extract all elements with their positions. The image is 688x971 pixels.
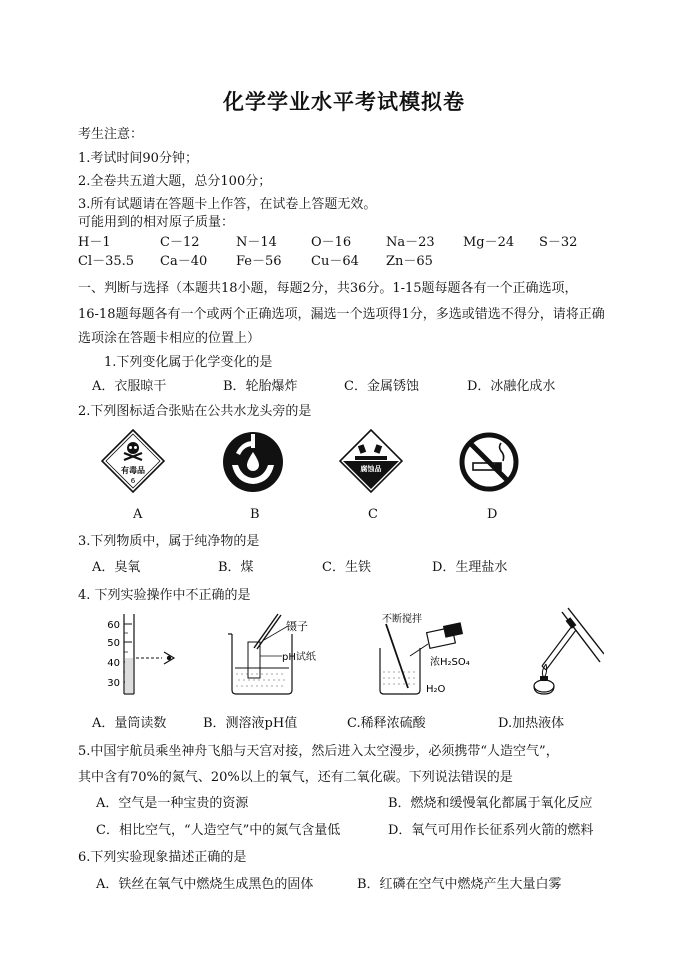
- atomic-mass: S－32: [539, 235, 578, 250]
- option: D.加热液体: [498, 716, 565, 731]
- heating-liquid-icon: [528, 606, 604, 696]
- no-smoking-icon: [459, 432, 519, 492]
- water-saving-icon: [222, 431, 284, 493]
- tick-label: 30: [107, 678, 120, 689]
- stir-label: 不断搅拌: [382, 614, 422, 625]
- option: A．量筒读数: [92, 716, 167, 731]
- page-title: 化学学业水平考试模拟卷: [223, 89, 465, 114]
- question-stem: 2.下列图标适合张贴在公共水龙头旁的是: [78, 404, 312, 419]
- option: B．红磷在空气中燃烧产生大量白雾: [357, 877, 562, 892]
- tweezers-label: 镊子: [286, 620, 308, 633]
- option: A．空气是一种宝贵的资源: [96, 796, 249, 811]
- water-label: H₂O: [426, 684, 446, 695]
- question-stem: 其中含有70%的氮气、20%以上的氧气，还有二氧化碳。下列说法错误的是: [78, 770, 513, 785]
- sign-c-text: 腐蚀品: [360, 465, 382, 473]
- section-heading: 16-18题每题各有一个或两个正确选项，漏选一个选项得1分，多选或错选不得分，请将正确: [78, 307, 605, 322]
- figure-label: A: [133, 507, 143, 522]
- option: B．测溶液pH值: [203, 716, 298, 731]
- acid-dilution-icon: [370, 610, 480, 696]
- option: B．煤: [218, 560, 254, 575]
- sign-a-number: 6: [130, 477, 136, 485]
- atomic-mass: Fe－56: [236, 254, 282, 269]
- tick-label: 40: [107, 658, 120, 669]
- atomic-mass: N－14: [236, 235, 277, 250]
- option: C．相比空气，“人造空气”中的氮气含量低: [96, 823, 341, 838]
- ph-paper-label: pH试纸: [282, 652, 316, 663]
- atomic-mass: Zn－65: [386, 254, 433, 269]
- notice-heading: 考生注意：: [78, 127, 144, 142]
- option: C.稀释浓硫酸: [347, 716, 426, 731]
- option: C．金属锈蚀: [344, 379, 419, 394]
- section-heading: 一、判断与选择（本题共18小题，每题2分，共36分。1-15题每题各有一个正确选项，: [78, 281, 578, 296]
- option: A．衣服晾干: [92, 379, 167, 394]
- figure-label: C: [368, 507, 378, 522]
- option: C．生铁: [322, 560, 371, 575]
- ph-test-icon: [224, 612, 324, 696]
- graduated-cylinder-icon: [100, 612, 180, 696]
- atomic-mass: Cu－64: [311, 254, 359, 269]
- question-stem: 6.下列实验现象描述正确的是: [78, 850, 247, 865]
- question-stem: 5.中国宇航员乘坐神舟飞船与天宫对接，然后进入太空漫步，必须携带“人造空气”，: [78, 744, 559, 759]
- section-heading: 选项涂在答题卡相应的位置上）: [78, 331, 261, 346]
- atomic-mass: C－12: [160, 235, 200, 250]
- atomic-heading: 可能用到的相对原子质量：: [78, 215, 235, 230]
- toxic-sign-icon: [101, 429, 165, 493]
- atomic-mass: Na－23: [386, 235, 435, 250]
- corrosive-sign-icon: [339, 429, 403, 493]
- acid-label: 浓H₂SO₄: [430, 657, 470, 668]
- tick-label: 50: [107, 638, 120, 649]
- question-stem: 3.下列物质中，属于纯净物的是: [78, 534, 260, 549]
- option: A．铁丝在氧气中燃烧生成黑色的固体: [96, 877, 314, 892]
- option: A．臭氧: [92, 560, 141, 575]
- atomic-mass: H－1: [78, 235, 111, 250]
- notice-item: 3.所有试题请在答题卡上作答，在试卷上答题无效。: [78, 197, 377, 212]
- atomic-mass: O－16: [311, 235, 352, 250]
- option: D．氧气可用作长征系列火箭的燃料: [388, 823, 594, 838]
- atomic-mass: Ca－40: [160, 254, 208, 269]
- option: D．生理盐水: [432, 560, 508, 575]
- question-stem: 4. 下列实验操作中不正确的是: [78, 588, 251, 603]
- atomic-mass: Cl－35.5: [78, 254, 135, 269]
- figure-label: B: [250, 507, 260, 522]
- option: B．燃烧和缓慢氧化都属于氧化反应: [388, 796, 593, 811]
- figure-label: D: [487, 507, 498, 522]
- sign-a-text: 有毒品: [121, 466, 145, 475]
- notice-item: 2.全卷共五道大题，总分100分；: [78, 174, 272, 189]
- tick-label: 60: [107, 620, 120, 631]
- option: B．轮胎爆炸: [223, 379, 298, 394]
- atomic-mass: Mg－24: [463, 235, 515, 250]
- notice-item: 1.考试时间90分钟；: [78, 151, 198, 166]
- question-stem: 1.下列变化属于化学变化的是: [104, 355, 273, 370]
- option: D．冰融化成水: [467, 379, 556, 394]
